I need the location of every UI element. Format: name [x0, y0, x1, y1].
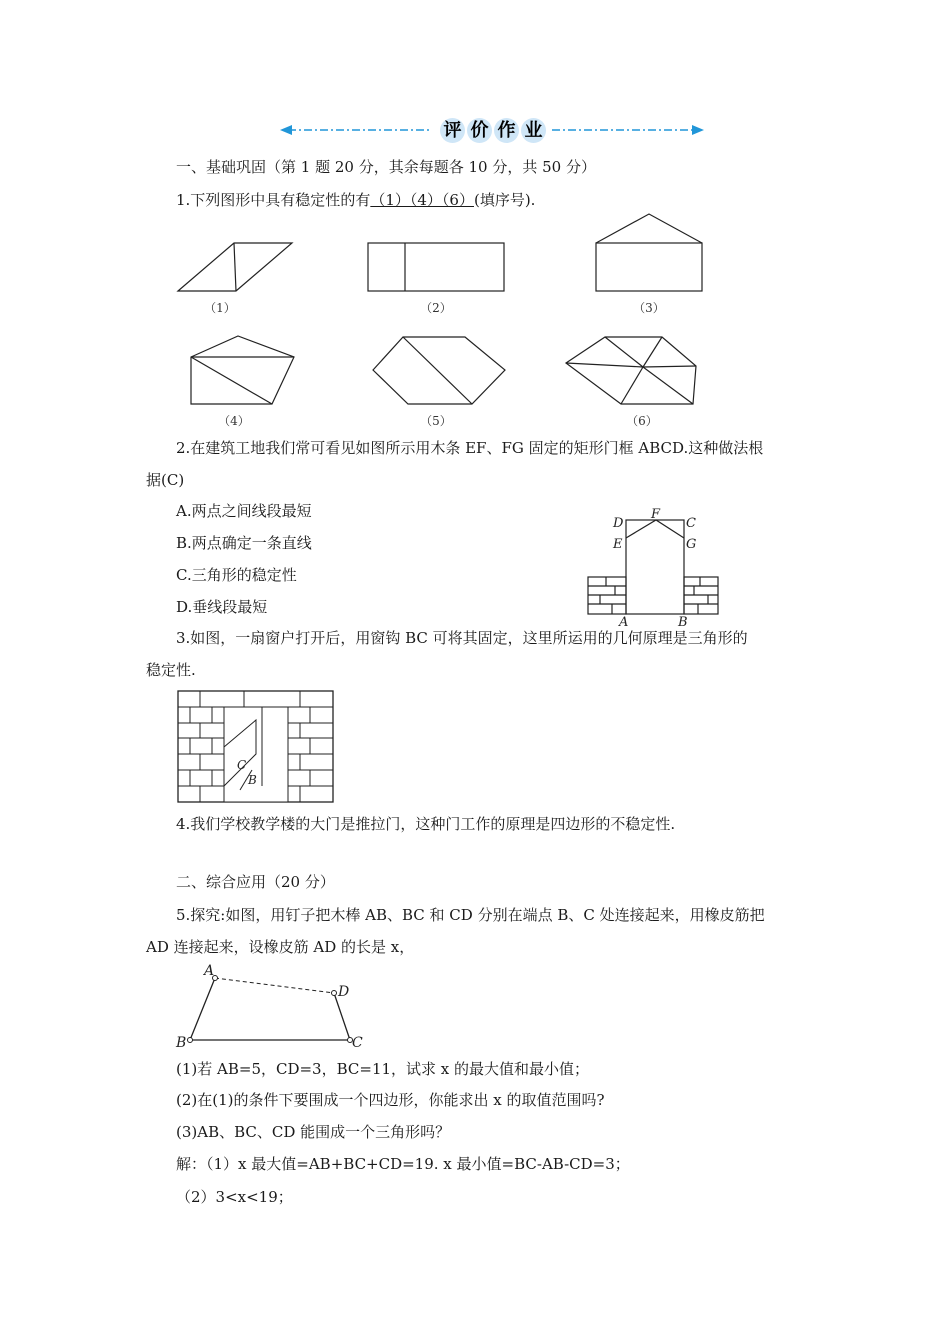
door-label-c: C: [686, 516, 696, 531]
q3-line1: 3.如图，一扇窗户打开后，用窗钩 BC 可将其固定，这里所运用的几何原理是三角形的: [176, 629, 748, 647]
door-label-f: F: [651, 507, 661, 522]
q1-answer: （1）（4）（6）: [370, 191, 474, 209]
quad-label-b: B: [176, 1035, 187, 1051]
q5-part-2: (2)在(1)的条件下要围成一个四边形，你能求出 x 的取值范围吗?: [176, 1091, 605, 1109]
door-label-b: B: [678, 615, 688, 630]
q5-line1: 5.探究:如图，用钉子把木棒 AB、BC 和 CD 分别在端点 B、C 处连接起来，用橡皮筋把: [176, 906, 765, 924]
q2-option-a: A.两点之间线段最短: [176, 502, 312, 520]
door-label-e: E: [613, 537, 623, 552]
q1-text-before: 1.下列图形中具有稳定性的有: [176, 191, 371, 209]
figure-label-5: （5）: [420, 414, 452, 428]
figure-label-2: （2）: [420, 301, 452, 315]
door-label-a: A: [619, 615, 629, 630]
section1-heading: 一、基础巩固（第 1 题 20 分，其余每题各 10 分，共 50 分）: [176, 158, 596, 176]
q2-line1: 2.在建筑工地我们常可看见如图所示用木条 EF、FG 固定的矩形门框 ABCD.这种做法根: [176, 439, 764, 457]
title-char: 价: [467, 118, 492, 143]
window-label-b: B: [248, 773, 257, 787]
q5-part-1: (1)若 AB=5，CD=3，BC=11，试求 x 的最大值和最小值；: [176, 1060, 590, 1078]
title-char: 业: [521, 118, 546, 143]
q5-part-3: (3)AB、BC、CD 能围成一个三角形吗？: [176, 1123, 451, 1141]
window-label-c: C: [237, 758, 247, 772]
door-label-d: D: [613, 516, 624, 531]
q5-solution-1: 解：（1）x 最大值=AB+BC+CD=19. x 最小值=BC-AB-CD=3；: [176, 1155, 630, 1173]
q2-option-c: C.三角形的稳定性: [176, 566, 297, 584]
q2-option-b: B.两点确定一条直线: [176, 534, 312, 552]
q2-option-d: D.垂线段最短: [176, 598, 268, 616]
title-char: 作: [494, 118, 519, 143]
figure-label-3: （3）: [633, 301, 665, 315]
quad-label-c: C: [352, 1035, 363, 1051]
q5-line2: AD 连接起来，设橡皮筋 AD 的长是 x，: [146, 938, 415, 956]
q1-text-after: (填序号).: [473, 191, 536, 209]
quad-label-d: D: [338, 984, 350, 1000]
section2-heading: 二、综合应用（20 分）: [176, 873, 335, 891]
q4-text: 4.我们学校教学楼的大门是推拉门，这种门工作的原理是四边形的不稳定性.: [176, 815, 676, 833]
figure-label-1: （1）: [204, 301, 236, 315]
figure-label-4: （4）: [218, 414, 250, 428]
q5-solution-2: （2）3<x<19；: [176, 1188, 293, 1206]
door-label-g: G: [686, 537, 697, 552]
q2-line2: 据(C): [146, 471, 185, 489]
title-char: 评: [440, 118, 465, 143]
quad-label-a: A: [204, 963, 215, 979]
figure-label-6: （6）: [626, 414, 658, 428]
q3-line2: 稳定性.: [146, 661, 196, 679]
